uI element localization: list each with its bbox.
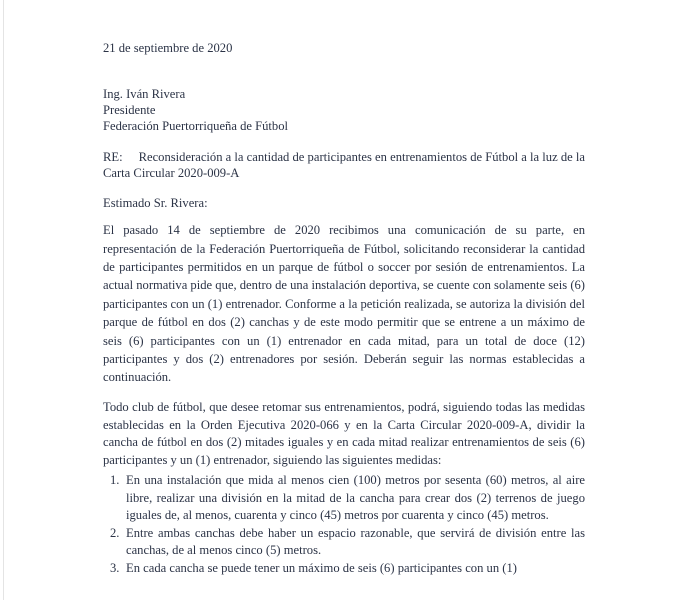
list-item xyxy=(103,525,585,560)
list-item-number: 2. xyxy=(110,525,120,540)
subject-text: Reconsideración a la cantidad de participantes en entrenamientos de Fútbol a la luz de la Carta Circular 2020-009-A xyxy=(103,149,585,181)
letter-date: 21 de septiembre de 2020 xyxy=(103,41,233,55)
measures-list xyxy=(103,472,585,577)
recipient-name: Ing. Iván Rivera xyxy=(103,87,186,101)
list-item xyxy=(103,472,585,525)
paragraph-measures-intro: Todo club de fútbol, que desee retomar sus entrenamientos, podrá, siguiendo todas las medidas establecidas en la Orden Ejecutiva 2020-066 y en la Carta Circular 2020-009-A, dividir la cancha de fútbol en dos (2) mitades iguales y en cada mitad realizar entrenamientos de seis (6) participantes y un (1) entrenador, siguiendo las siguientes medidas: xyxy=(103,399,585,468)
list-item-clipped xyxy=(103,560,585,578)
salutation: Estimado Sr. Rivera: xyxy=(103,196,208,211)
recipient-block xyxy=(103,86,585,135)
recipient-title: Presidente xyxy=(103,103,156,118)
list-item-text: En una instalación que mida al menos cien (100) metros por sesenta (60) metros, al aire libre, realizar una división en la mitad de la cancha para crear dos (2) terrenos de juego iguales de, al menos, cuarenta y cinco (45) metros por cuarenta y cinco (45) metros. xyxy=(126,473,585,523)
letter-content xyxy=(103,0,585,577)
list-item-text: En cada cancha se puede tener un máximo de seis (6) participantes con un (1) xyxy=(126,560,517,575)
subject-label: RE: xyxy=(103,149,123,164)
recipient-organization: Federación Puertorriqueña de Fútbol xyxy=(103,119,289,134)
list-item-text: Entre ambas canchas debe haber un espacio razonable, que servirá de división entre las canchas, de al menos cinco (5) metros. xyxy=(126,525,585,558)
subject-line xyxy=(103,149,585,183)
page-left-border xyxy=(3,0,4,600)
list-item-number: 1. xyxy=(110,473,120,488)
paragraph-authorization: El pasado 14 de septiembre de 2020 recibimos una comunicación de su parte, en representación de la Federación Puertorriqueña de Fútbol, solicitando reconsiderar la cantidad de participantes permitidos en un parque de fútbol o soccer por sesión de entrenamientos. La actual normativa pide que, dentro de una instalación deportiva, se cuente con solamente seis (6) participantes con un (1) entrenador. Conforme a la petición realizada, se autoriza la división del parque de fútbol en dos (2) canchas y de este modo permitir que se entrene a un máximo de seis (6) participantes con un (1) entrenador en cada mitad, para un total de doce (12) participantes y dos (2) entrenadores por sesión. Deberán seguir las normas establecidas a continuación. xyxy=(103,223,585,385)
list-item-number: 3. xyxy=(110,560,120,575)
